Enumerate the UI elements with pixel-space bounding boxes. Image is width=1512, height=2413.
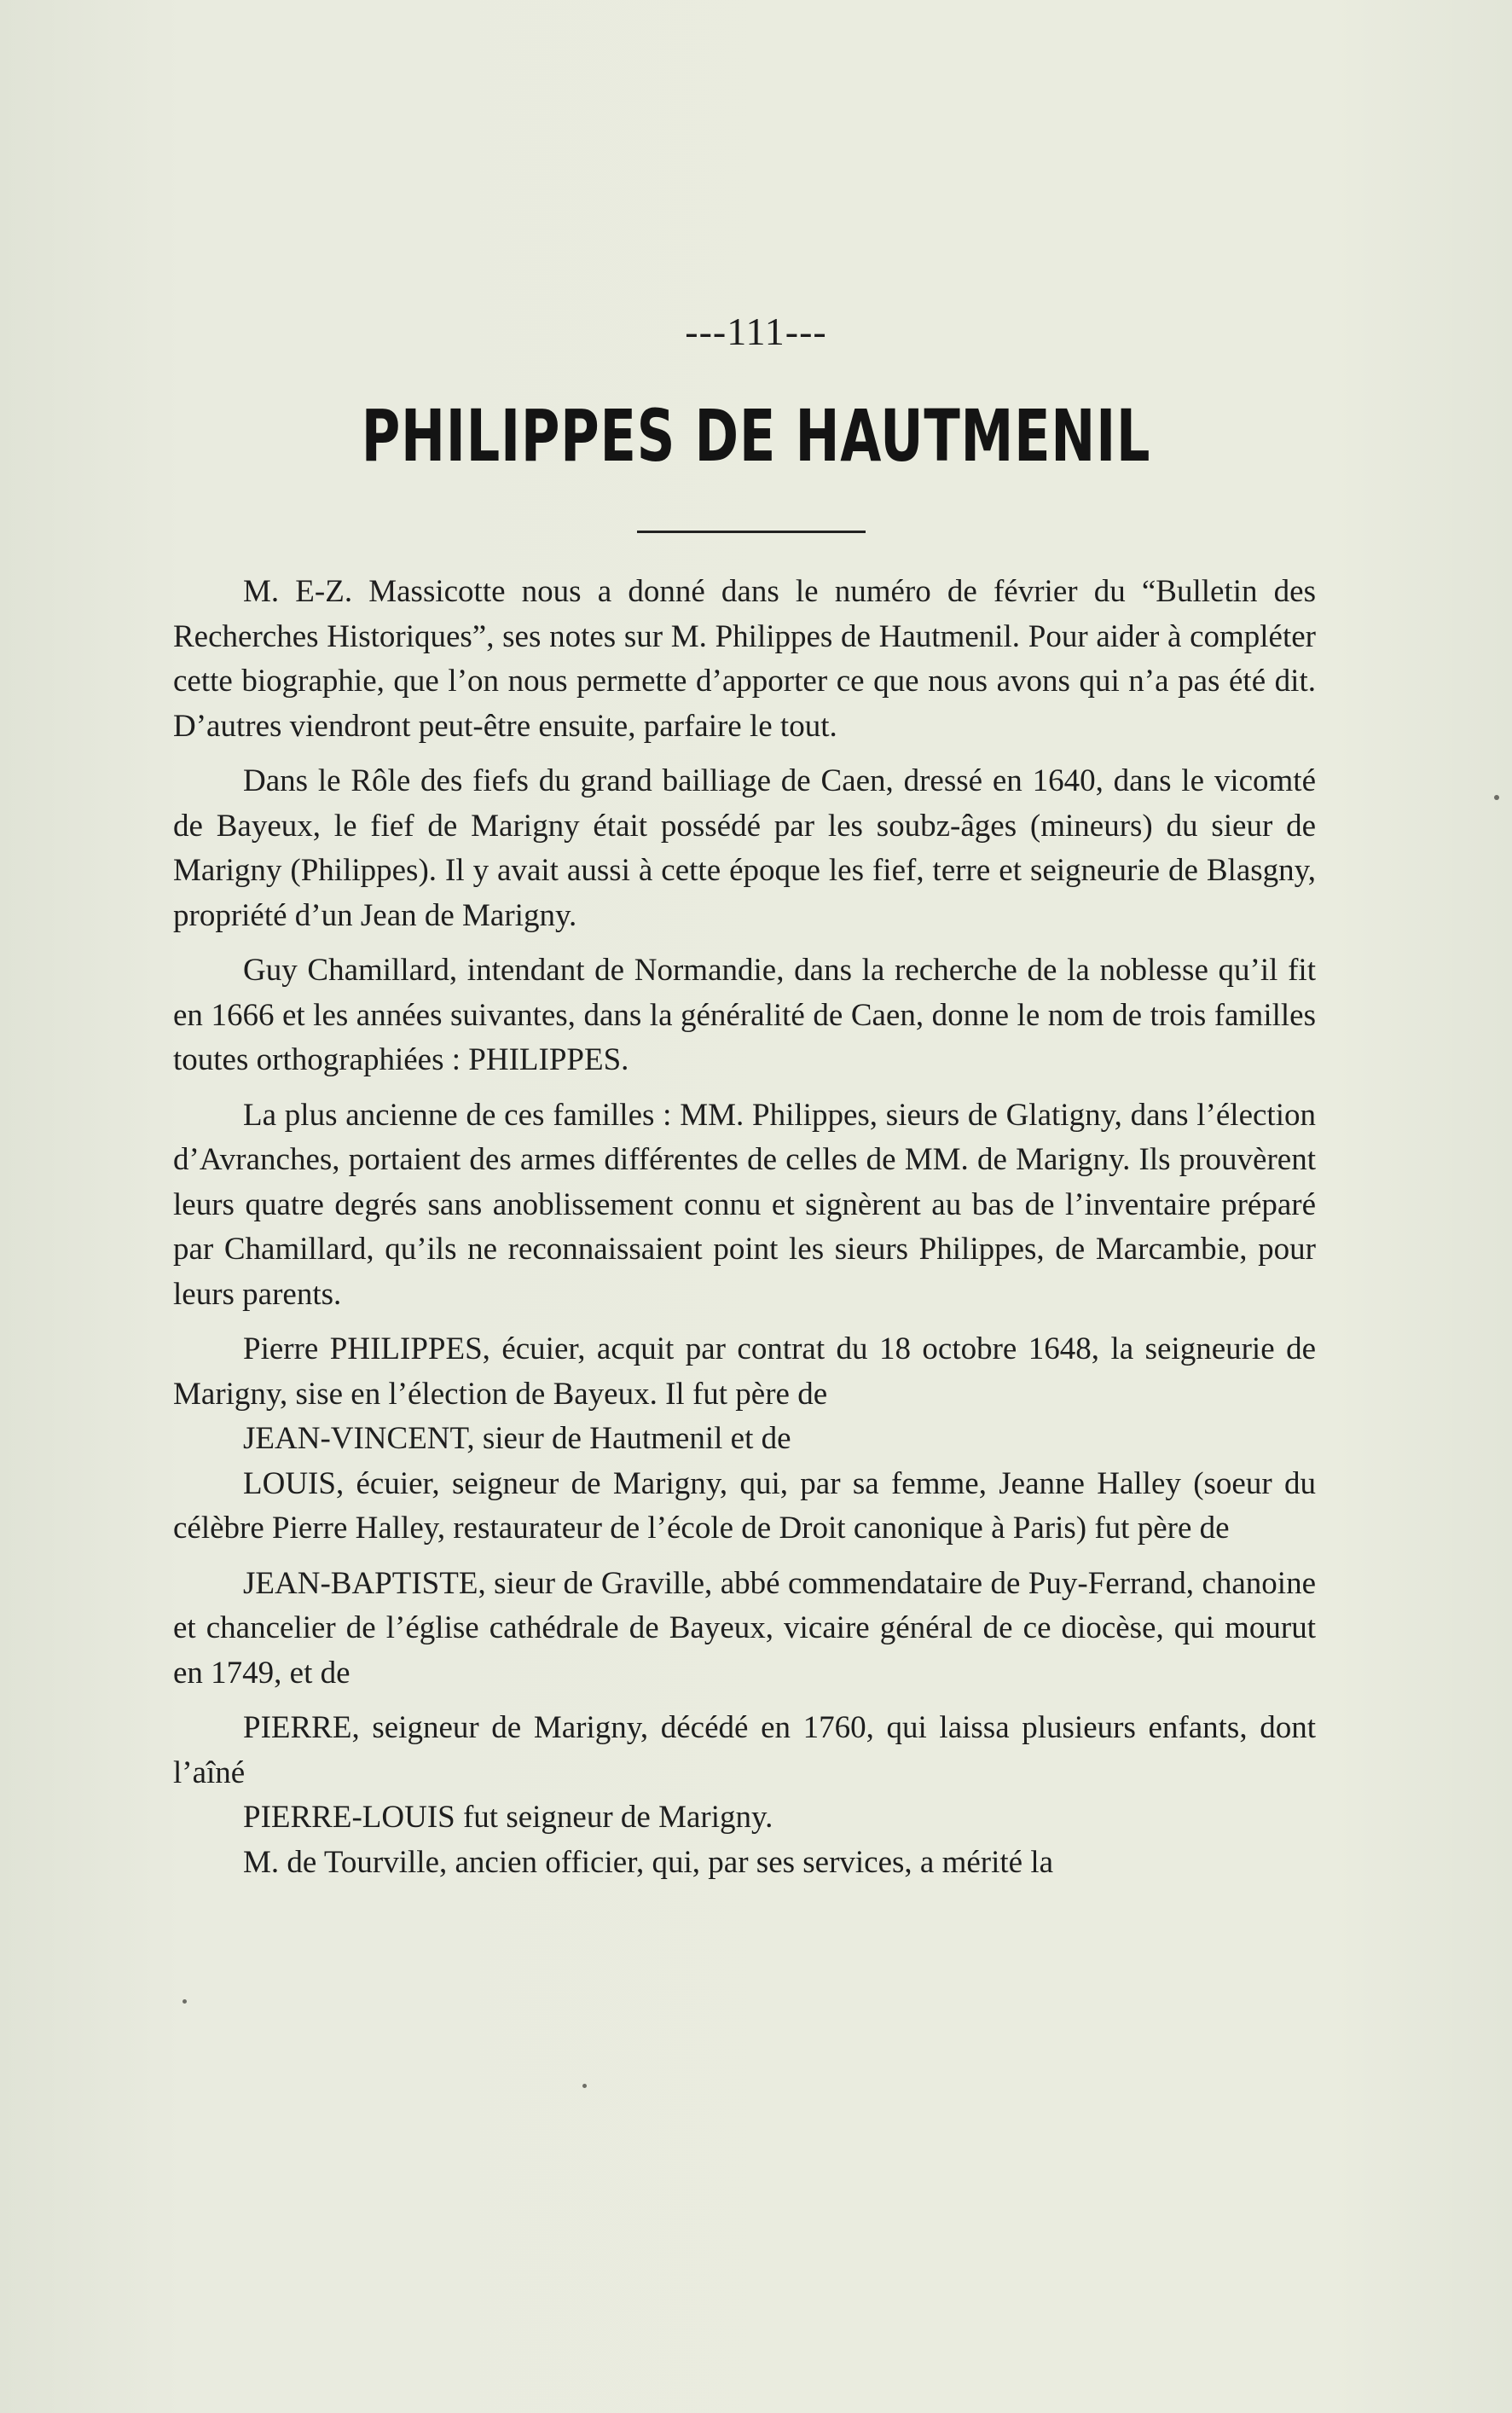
paragraph-role-des-fiefs: Dans le Rôle des fiefs du grand bailliage de Caen, dressé en 1640, dans le vicomté de Bayeux, le fief de Marigny était possédé par les soubz-âges (mineurs) du sieur de Marigny (Philippes). Il y avait aussi à cette époque les fief, terre et seigneurie de Blasgny, propriété d’un Jean de Marigny. <box>173 763 1316 933</box>
paragraph-pierre-philippes: Pierre PHILIPPES, écuier, acquit par contrat du 18 octobre 1648, la seigneurie de Marigny, sise en l’élection de Bayeux. Il fut père de <box>173 1331 1316 1412</box>
article-title: PHILIPPES DE HAUTMENIL <box>361 394 1151 478</box>
title-divider <box>637 531 866 533</box>
paragraph-jean-baptiste: JEAN-BAPTISTE, sieur de Graville, abbé commendataire de Puy-Ferrand, chanoine et chancelier de l’église cathédrale de Bayeux, vicaire général de ce diocèse, qui mourut en 1749, et de <box>173 1565 1316 1691</box>
paper-speck <box>582 2084 587 2088</box>
paragraph-chamillard: Guy Chamillard, intendant de Normandie, dans la recherche de la noblesse qu’il fit en 1666 et les années suivantes, dans la généralité de Caen, donne le nom de trois familles toutes orthographiées : PHILIPPES. <box>173 953 1316 1077</box>
paragraph-louis: LOUIS, écuier, seigneur de Marigny, qui, par sa femme, Jeanne Halley (soeur du célèbre Pierre Halley, restaurateur de l’école de Droit canonique à Paris) fut père de <box>173 1465 1316 1546</box>
page-number: ---111--- <box>685 310 827 353</box>
paragraph-glatigny: La plus ancienne de ces familles : MM. Philippes, sieurs de Glatigny, dans l’élection d’Avranches, portaient des armes différentes de celles de MM. de Marigny. Ils prouvèrent leurs quatre degrés sans anoblissement connu et signèrent au bas de l’inventaire préparé par Chamillard, qu’ils ne reconnaissaient point les sieurs Philippes, de Marcambie, pour leurs parents. <box>173 1097 1316 1312</box>
paragraph-jean-vincent: JEAN-VINCENT, sieur de Hautmenil et de <box>243 1421 791 1456</box>
paper-speck <box>1494 795 1499 800</box>
paragraph-pierre-louis: PIERRE-LOUIS fut seigneur de Marigny. <box>243 1800 773 1835</box>
paragraph-pierre: PIERRE, seigneur de Marigny, décédé en 1760, qui laissa plusieurs enfants, dont l’aîné <box>173 1710 1316 1790</box>
paper-speck <box>182 1999 187 2004</box>
paragraph-intro: M. E-Z. Massicotte nous a donné dans le numéro de février du “Bulletin des Recherches Historiques”, ses notes sur M. Philippes de Hautmenil. Pour aider à compléter cette biographie, que l’on nous permette d’apporter ce que nous avons qui n’a pas été dit. D’autres viendront peut-être ensuite, parfaire le tout. <box>173 574 1316 744</box>
article-body <box>173 570 1316 1885</box>
paragraph-tourville: M. de Tourville, ancien officier, qui, par ses services, a mérité la <box>243 1844 1054 1880</box>
